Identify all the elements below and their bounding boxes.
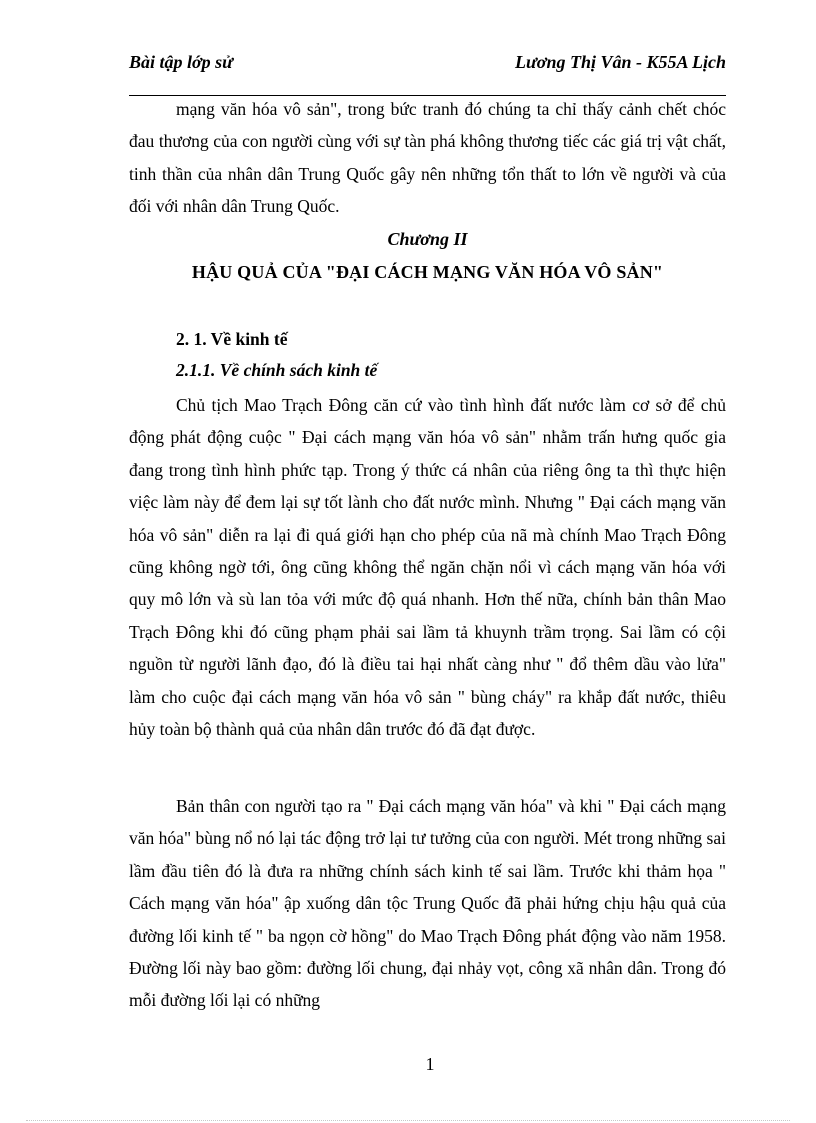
subsection-heading-economic-policy: 2.1.1. Về chính sách kinh tế (176, 360, 378, 380)
header-author: Lương Thị Vân - K55A Lịch (515, 52, 726, 72)
chapter-label: Chương II (387, 229, 468, 249)
paragraph-2: Bản thân con người tạo ra " Đại cách mạng văn hóa" và khi " Đại cách mạng văn hóa" bùng nổ nó lại tác động trở lại tư tưởng của con người. Mét trong những sai lầm đầu tiên đó là đưa ra những chính sách kinh tế sai lầm. Trước khi thảm họa " Cách mạng văn hóa" ập xuống dân tộc Trung Quốc đã phải hứng chịu hậu quả của đường lối kinh tế " ba ngọn cờ hồng" do Mao Trạch Đông phát động vào năm 1958. Đường lối này bao gồm: đường lối chung, đại nhảy vọt, công xã nhân dân. Trong đó mỗi đường lối lại có những (129, 796, 726, 1011)
header-course-title: Bài tập lớp sử (129, 52, 233, 72)
page-bottom-divider (26, 1120, 790, 1121)
section-heading-economy: 2. 1. Về kinh tế (176, 329, 288, 349)
paragraph-continued: mạng văn hóa vô sản", trong bức tranh đó chúng ta chỉ thấy cảnh chết chóc đau thương của con người cùng với sự tàn phá không thương tiếc các giá trị vật chất, tinh thần của nhân dân Trung Quốc gây nên những tổn thất to lớn về người và của đối với nhân dân Trung Quốc. (129, 99, 726, 217)
page-header (129, 50, 726, 96)
chapter-title: HẬU QUẢ CỦA "ĐẠI CÁCH MẠNG VĂN HÓA VÔ SẢN" (191, 262, 664, 282)
paragraph-1: Chủ tịch Mao Trạch Đông căn cứ vào tình hình đất nước làm cơ sở để chủ động phát động cuộc " Đại cách mạng văn hóa vô sản" nhằm trấn hưng quốc gia đang trong tình hình phức tạp. Trong ý thức cá nhân của riêng ông ta thì thực hiện việc làm này để đem lại sự tốt lành cho đất nước mình. Nhưng " Đại cách mạng văn hóa vô sản" diễn ra lại đi quá giới hạn cho phép của nã mà chính Mao Trạch Đông cũng không ngờ tới, ông cũng không thể ngăn chặn nổi vì cách mạng văn hóa với quy mô lớn và sù lan tỏa với mức độ quá nhanh. Hơn thế nữa, chính bản thân Mao Trạch Đông khi đó cũng phạm phải sai lầm tả khuynh trầm trọng. Sai lầm có cội nguồn từ người lãnh đạo, đó là điều tai hại nhất càng như " đổ thêm dầu vào lửa" làm cho cuộc đại cách mạng văn hóa vô sản " bùng cháy" ra khắp đất nước, thiêu hủy toàn bộ thành quả của nhân dân trước đó đã đạt được. (129, 395, 726, 740)
page-number: 1 (425, 1054, 435, 1074)
